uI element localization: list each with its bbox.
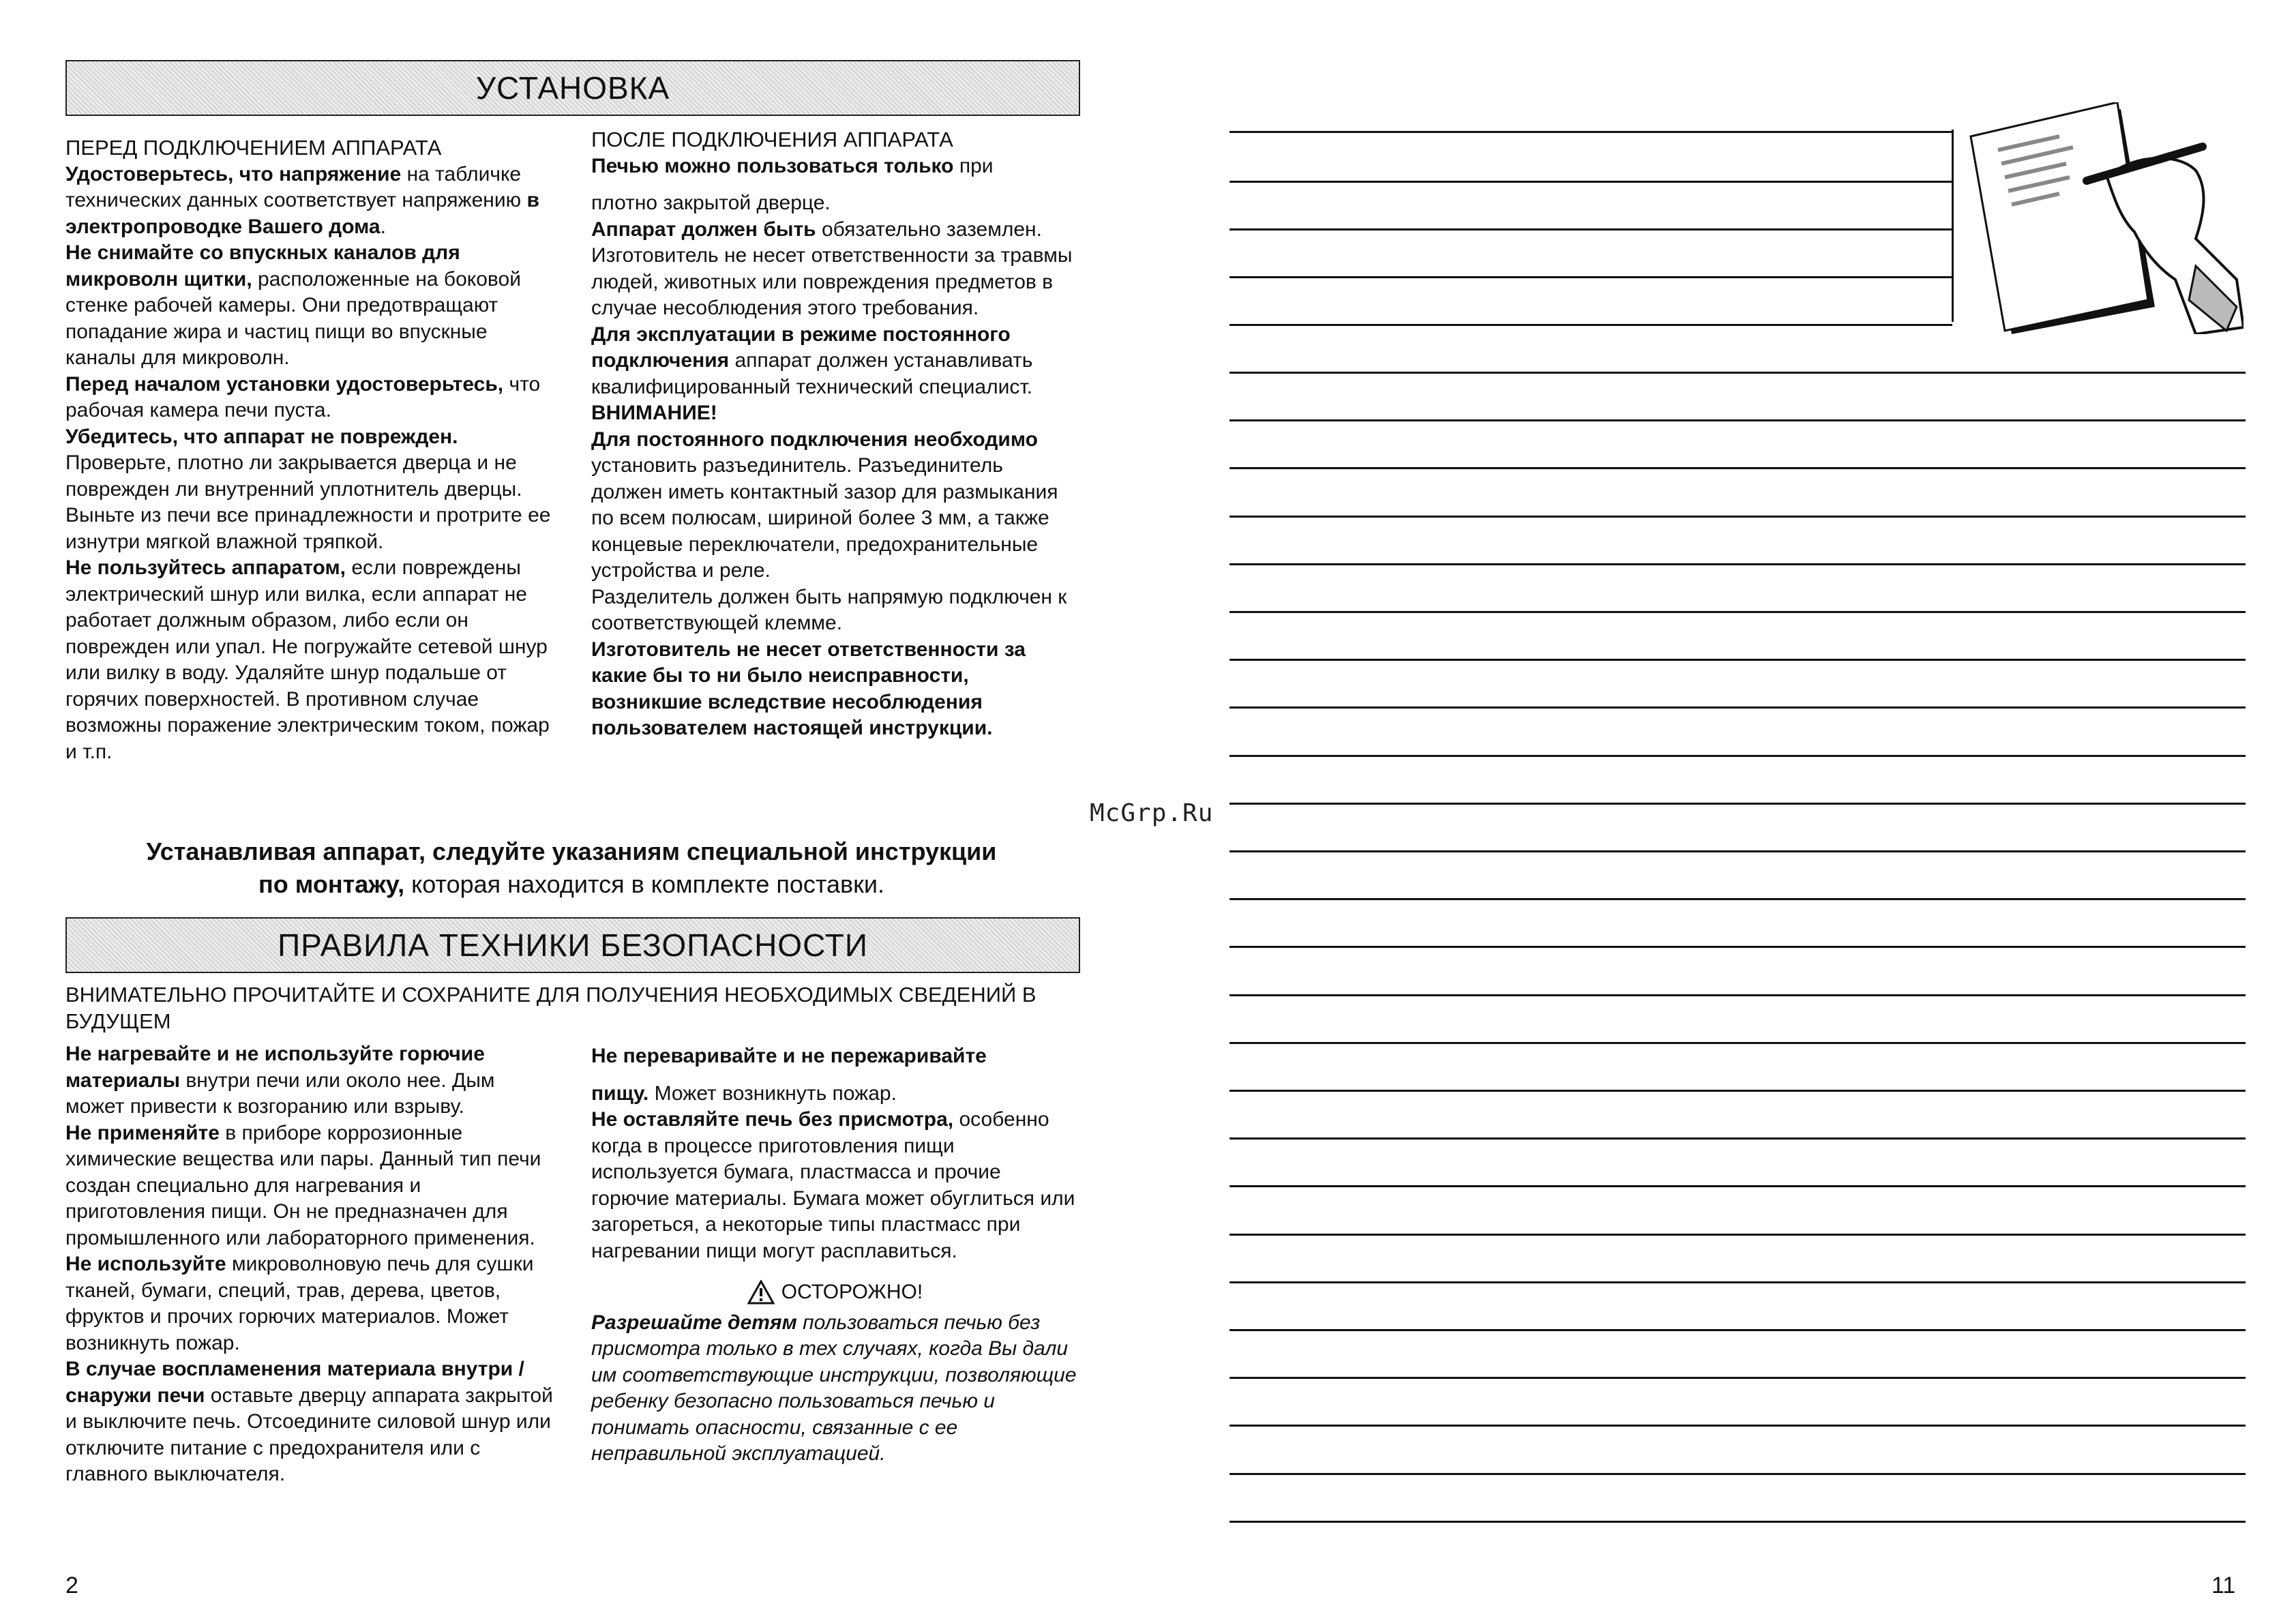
paragraph: Не оставляйте печь без присмотра, особенно когда в процессе приготовления пищи используется бумага, пластмасса и прочие горючие материалы. Бумага может обуглиться или загореться, а некоторые типы пластмасс при нагревании пищи могут расплавиться. (591, 1108, 1075, 1262)
warning-triangle-icon (747, 1280, 775, 1305)
paragraph: Для эксплуатации в режиме постоянного подключения аппарат должен устанавливать квалифицированный технический специалист. (591, 323, 1033, 398)
installation-left-column (65, 135, 556, 765)
paragraph: Удостоверьтесь, что напряжение на табличке технических данных соответствует напряжению в электропроводке Вашего дома. (65, 162, 539, 238)
note-line (1229, 228, 1952, 230)
safety-title: ПРАВИЛА ТЕХНИКИ БЕЗОПАСНОСТИ (65, 917, 1080, 973)
safety-intro: ВНИМАТЕЛЬНО ПРОЧИТАЙТЕ И СОХРАНИТЕ ДЛЯ ПОЛУЧЕНИЯ НЕОБХОДИМЫХ СВЕДЕНИЙ В БУДУЩЕМ (65, 983, 1037, 1033)
hand-writing-on-paper-icon (1950, 102, 2243, 334)
page-number-right: 11 (2211, 1573, 2236, 1598)
paragraph: Не пользуйтесь аппаратом, если повреждены электрический шнур или вилка, если аппарат не работает должным образом, либо если он поврежден или упал. Не погружайте сетевой шнур или вилку в воду. Удаляйте шнур подальше от горячих поверхностей. В противном случае возможны поражение электрическим током, пожар и т.п. (65, 556, 550, 763)
note-line (1229, 803, 2246, 805)
note-line (1229, 1281, 2246, 1283)
note-line (1229, 898, 2246, 900)
note-line (1229, 611, 2246, 613)
note-line (1229, 850, 2246, 852)
note-line (1229, 659, 2246, 661)
paragraph: В случае воспламенения материала внутри / снаружи печи оставьте дверцу аппарата закрытой и выключите печь. Отсоедините силовой шнур или отключите питание с предохранителя или с главного выключателя. (65, 1358, 553, 1485)
note-line (1229, 372, 2246, 374)
note-line (1229, 1425, 2246, 1427)
paragraph: Не снимайте со впускных каналов для микроволн щитки, расположенные на боковой стенке рабочей камеры. Они предотвращают попадание жира и частиц пищи во впускные каналы для микроволн. (65, 241, 521, 369)
note-line (1229, 1137, 2246, 1140)
paragraph: Разделитель должен быть напрямую подключен к соответствующей клемме. (591, 585, 1067, 634)
safety-left-column (65, 1041, 556, 1488)
warning-label: ВНИМАНИЕ! (591, 402, 717, 424)
note-line (1229, 1234, 2246, 1236)
after-connection-heading: ПОСЛЕ ПОДКЛЮЧЕНИЯ АППАРАТА (591, 128, 953, 151)
paragraph: Не нагревайте и не используйте горючие материалы внутри печи или около нее. Дым может привести к возгоранию или взрыву. (65, 1043, 495, 1118)
paragraph: Изготовитель не несет ответственности за какие бы то ни было неисправности, возникшие вследствие несоблюдения пользователем настоящей инструкции. (591, 638, 1026, 739)
paragraph: Аппарат должен быть обязательно заземлен. Изготовитель не несет ответственности за травмы людей, животных или повреждения предметов в случае несоблюдения этого требования. (591, 218, 1073, 319)
note-line (1229, 467, 2246, 469)
paragraph: Убедитесь, что аппарат не поврежден. Проверьте, плотно ли закрывается дверца и не поврежден ли внутренний уплотнитель дверцы. Выньте из печи все принадлежности и протрите ее изнутри мягкой влажной тряпкой. (65, 425, 551, 553)
safety-right-column (591, 1043, 1079, 1468)
note-line (1229, 276, 1952, 278)
paragraph: Не переваривайте и не пережаривайте (591, 1045, 987, 1067)
note-line (1229, 1521, 2246, 1523)
note-line (1229, 563, 2246, 565)
caution-text: Разрешайте детям пользоваться печью без присмотра только в тех случаях, когда Вы дали им соответствующие инструкции, позволяющие ребенку безопасно пользоваться печью и понимать опасности, связанные с ее неправильной эксплуатацией. (591, 1311, 1077, 1465)
note-line (1229, 131, 1952, 133)
paragraph: Печью можно пользоваться только при (591, 154, 994, 177)
paragraph: плотно закрытой дверце. (591, 192, 831, 214)
note-line (1229, 994, 2246, 996)
watermark: McGrp.Ru (1090, 799, 1214, 827)
note-line (1229, 755, 2246, 757)
note-line (1229, 1377, 2246, 1379)
paragraph: Для постоянного подключения необходимо установить разъединитель. Разъединитель должен иметь контактный зазор для размыкания по всем полюсам, шириной более 3 мм, а также концевые переключатели, предохранительные устройства и реле. (591, 428, 1058, 582)
note-line (1229, 1042, 2246, 1044)
note-line (1229, 1329, 2246, 1331)
note-line (1229, 1185, 2246, 1187)
note-line (1229, 516, 2246, 518)
note-line (1229, 1090, 2246, 1092)
installation-right-column (591, 127, 1079, 742)
note-line (1229, 181, 1952, 183)
paragraph: Не используйте микроволновую печь для сушки тканей, бумаги, специй, трав, дерева, цветов, фруктов и прочих горючих материалов. Может возникнуть пожар. (65, 1253, 534, 1354)
caution-header: ОСТОРОЖНО! (591, 1279, 1079, 1306)
paragraph: Не применяйте в приборе коррозионные химические вещества или пары. Данный тип печи создан специально для нагревания и приготовления пищи. Он не предназначен для промышленного или лабораторного применения. (65, 1121, 541, 1249)
paragraph: Перед началом установки удостоверьтесь, что рабочая камера печи пуста. (65, 372, 541, 421)
paragraph: пищу. Может возникнуть пожар. (591, 1082, 897, 1105)
note-line (1229, 946, 2246, 948)
page-number-left: 2 (65, 1573, 78, 1598)
note-line (1229, 706, 2246, 709)
installation-note: Устанавливая аппарат, следуйте указаниям специальной инструкции по монтажу, которая находится в комплекте поставки. (146, 837, 997, 898)
installation-title: УСТАНОВКА (65, 60, 1080, 116)
before-connection-heading: ПЕРЕД ПОДКЛЮЧЕНИЕМ АППАРАТА (65, 136, 442, 160)
note-line (1229, 324, 1952, 326)
note-line (1229, 1473, 2246, 1475)
note-line (1229, 419, 2246, 421)
